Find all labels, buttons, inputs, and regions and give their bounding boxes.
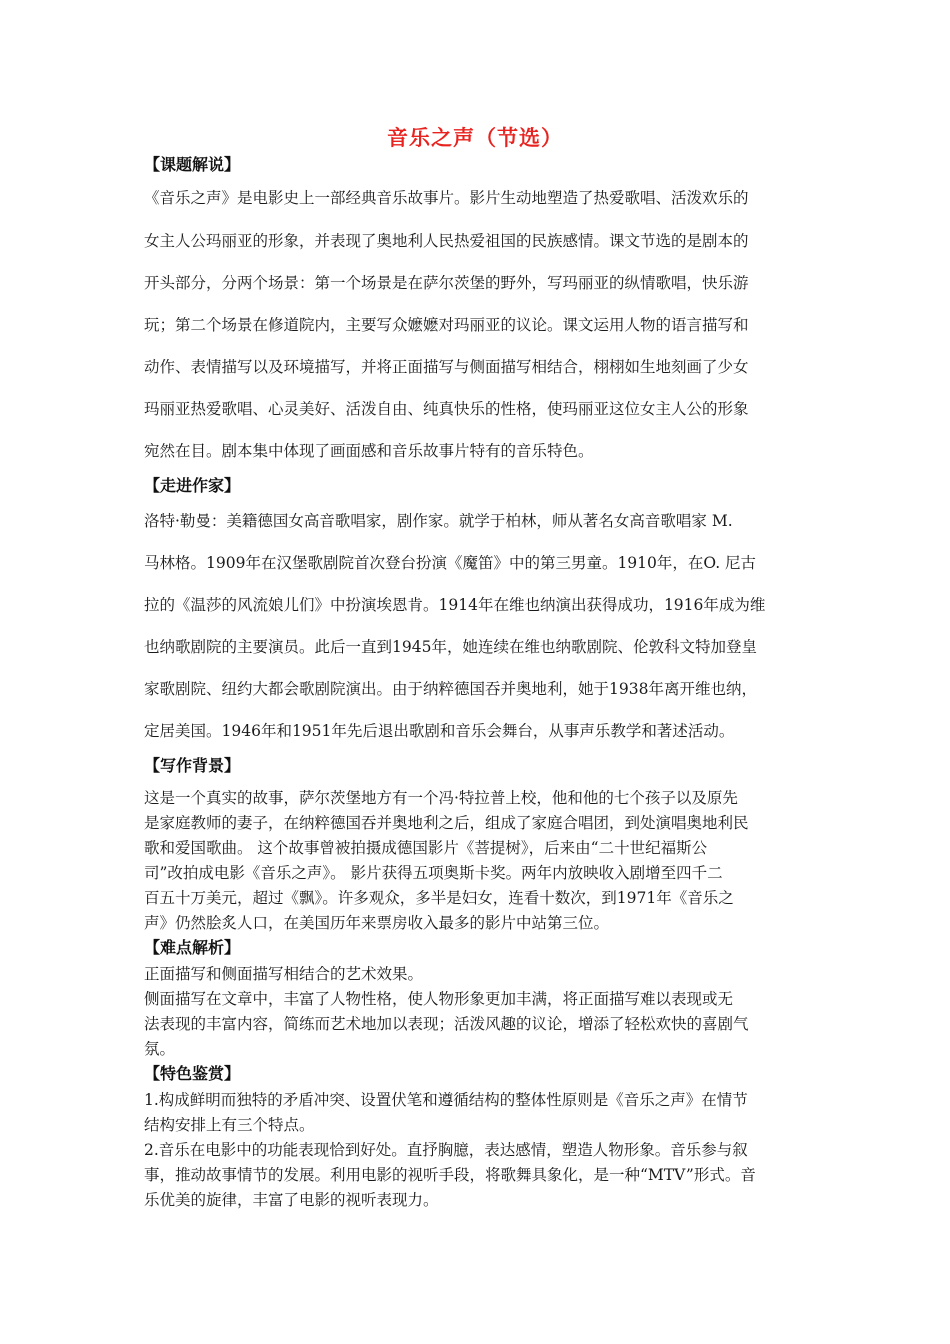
paragraph-line: 1.构成鲜明而独特的矛盾冲突、设置伏笔和遵循结构的整体性原则是《音乐之声》在情节: [144, 1091, 748, 1109]
paragraph-line: 马林格。1909年在汉堡歌剧院首次登台扮演《魔笛》中的第三男童。1910年，在O. 尼古: [144, 554, 757, 572]
paragraph-line: 玛丽亚热爱歌唱、心灵美好、活泼自由、纯真快乐的性格，使玛丽亚这位女主人公的形象: [144, 400, 749, 418]
paragraph-line: 宛然在目。剧本集中体现了画面感和音乐故事片特有的音乐特色。: [144, 442, 594, 460]
paragraph-line: 玩；第二个场景在修道院内，主要写众嬷嬷对玛丽亚的议论。课文运用人物的语言描写和: [144, 316, 749, 334]
paragraph-line: 结构安排上有三个特点。: [144, 1116, 315, 1134]
paragraph-line: 正面描写和侧面描写相结合的艺术效果。: [144, 965, 424, 983]
paragraph-line: 乐优美的旋律，丰富了电影的视听表现力。: [144, 1191, 439, 1209]
paragraph-line: 歌和爱国歌曲。 这个故事曾被拍摄成德国影片《菩提树》，后来由“二十世纪福斯公: [144, 839, 708, 857]
section-heading-author: 【走进作家】: [144, 476, 241, 495]
section-heading-features: 【特色鉴赏】: [144, 1064, 241, 1083]
section-heading-background: 【写作背景】: [144, 756, 241, 775]
paragraph-line: 百五十万美元，超过《飘》。许多观众，多半是妇女，连看十数次，到1971年《音乐之: [144, 889, 734, 907]
section-heading-topic: 【课题解说】: [144, 155, 241, 174]
paragraph-line: 动作、表情描写以及环境描写，并将正面描写与侧面描写相结合，栩栩如生地刻画了少女: [144, 358, 749, 376]
paragraph-line: 司”改拍成电影《音乐之声》。 影片获得五项奥斯卡奖。两年内放映收入剧增至四千二: [144, 864, 723, 882]
paragraph-line: 是家庭教师的妻子，在纳粹德国吞并奥地利之后，组成了家庭合唱团，到处演唱奥地利民: [144, 814, 749, 832]
paragraph-line: 《音乐之声》是电影史上一部经典音乐故事片。影片生动地塑造了热爱歌唱、活泼欢乐的: [144, 189, 749, 207]
paragraph-line: 也纳歌剧院的主要演员。此后一直到1945年，她连续在维也纳歌剧院、伦敦科文特加登皇: [144, 638, 757, 656]
paragraph-line: 声》仍然脍炙人口，在美国历年来票房收入最多的影片中站第三位。: [144, 914, 610, 932]
section-heading-difficulty: 【难点解析】: [144, 938, 241, 957]
paragraph-line: 定居美国。1946年和1951年先后退出歌剧和音乐会舞台，从事声乐教学和著述活动。: [144, 722, 735, 740]
paragraph-line: 2.音乐在电影中的功能表现恰到好处。直抒胸臆，表达感情，塑造人物形象。音乐参与叙: [144, 1141, 748, 1159]
paragraph-line: 事，推动故事情节的发展。利用电影的视听手段，将歌舞具象化，是一种“MTV”形式。音: [144, 1166, 756, 1184]
paragraph-line: 侧面描写在文章中，丰富了人物性格，使人物形象更加丰满，将正面描写难以表现或无: [144, 990, 734, 1008]
paragraph-line: 家歌剧院、纽约大都会歌剧院演出。由于纳粹德国吞并奥地利，她于1938年离开维也纳，: [144, 680, 757, 698]
paragraph-line: 氛。: [144, 1040, 176, 1058]
paragraph-line: 这是一个真实的故事，萨尔茨堡地方有一个冯·特拉普上校，他和他的七个孩子以及原先: [144, 789, 738, 807]
paragraph-line: 女主人公玛丽亚的形象，并表现了奥地利人民热爱祖国的民族感情。课文节选的是剧本的: [144, 232, 749, 250]
paragraph-line: 洛特·勒曼：美籍德国女高音歌唱家，剧作家。就学于柏林，师从著名女高音歌唱家 M.: [144, 512, 733, 530]
paragraph-line: 拉的《温莎的风流娘儿们》中扮演埃恩肯。1914年在维也纳演出获得成功，1916年成为维: [144, 596, 766, 614]
paragraph-line: 开头部分，分两个场景：第一个场景是在萨尔茨堡的野外，写玛丽亚的纵情歌唱，快乐游: [144, 274, 749, 292]
document-title: 音乐之声（节选）: [387, 126, 563, 150]
paragraph-line: 法表现的丰富内容，简练而艺术地加以表现；活泼风趣的议论，增添了轻松欢快的喜剧气: [144, 1015, 749, 1033]
